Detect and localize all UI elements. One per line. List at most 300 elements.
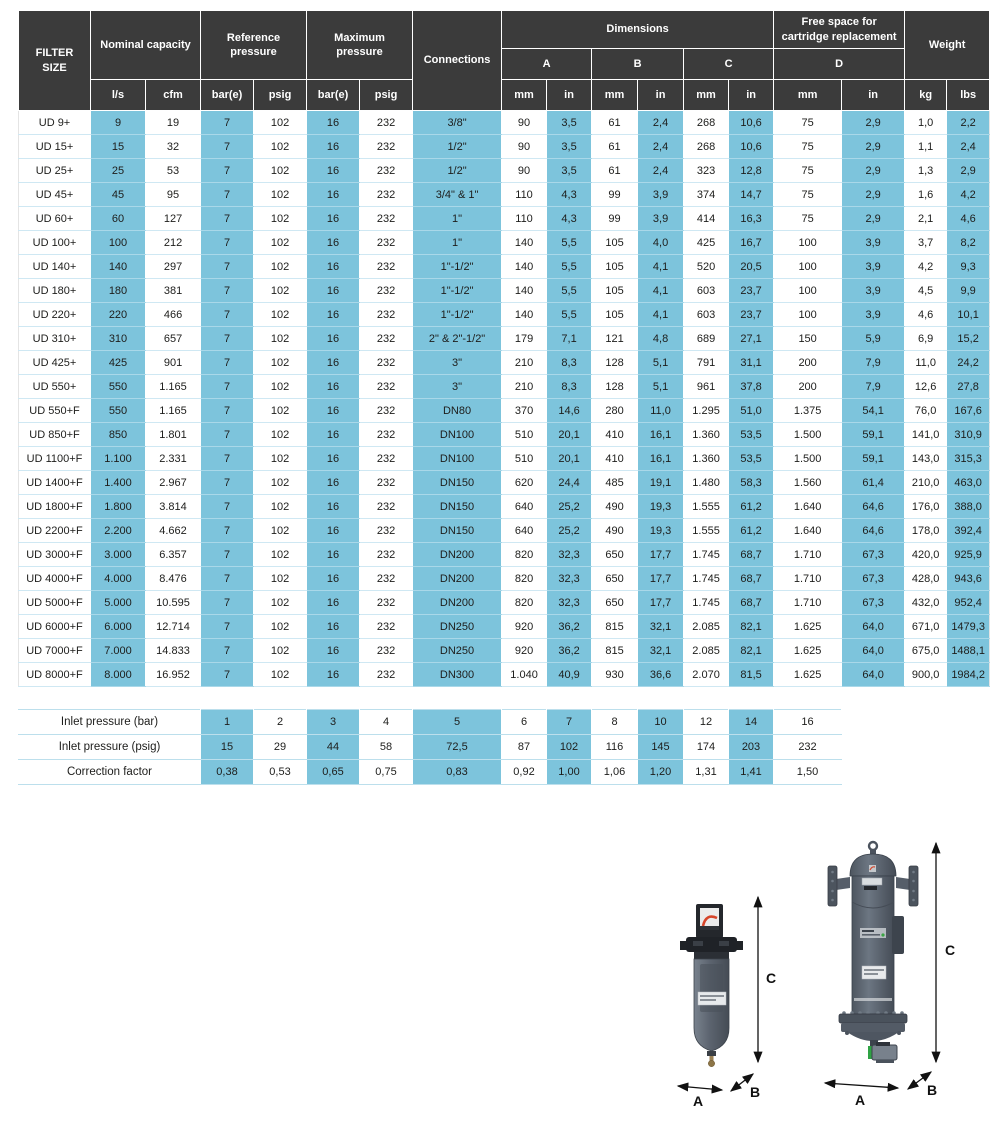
spec-value-cell: 1.360 xyxy=(684,447,729,471)
spec-value-cell: 36,6 xyxy=(638,663,684,687)
correction-value-cell: 1,00 xyxy=(547,760,592,785)
spec-value-cell: 3,9 xyxy=(842,303,905,327)
spec-value-cell: 4,1 xyxy=(638,255,684,279)
spec-value-cell: 4,2 xyxy=(905,255,947,279)
spec-value-cell: 140 xyxy=(502,279,547,303)
col-header-nominal-capacity: Nominal capacity xyxy=(91,11,201,80)
spec-value-cell: 64,0 xyxy=(842,639,905,663)
spec-value-cell: 7 xyxy=(201,279,254,303)
spec-value-cell: 2,4 xyxy=(638,159,684,183)
spec-table-row xyxy=(19,447,990,471)
spec-value-cell: 7 xyxy=(201,255,254,279)
correction-value-cell: 0,83 xyxy=(413,760,502,785)
spec-value-cell: 952,4 xyxy=(947,591,990,615)
spec-value-cell: 5,1 xyxy=(638,351,684,375)
spec-value-cell: 16 xyxy=(307,375,360,399)
spec-value-cell: 61,2 xyxy=(729,519,774,543)
dimension-label-b-large: B xyxy=(927,1082,938,1098)
spec-value-cell: 27,1 xyxy=(729,327,774,351)
correction-value-cell: 5 xyxy=(413,710,502,735)
spec-value-cell: 68,7 xyxy=(729,591,774,615)
spec-value-cell: 7,9 xyxy=(842,351,905,375)
spec-value-cell: 64,0 xyxy=(842,663,905,687)
spec-value-cell: 100 xyxy=(91,231,146,255)
spec-value-cell: 20,1 xyxy=(547,447,592,471)
spec-value-cell: 620 xyxy=(502,471,547,495)
spec-value-cell: 24,4 xyxy=(547,471,592,495)
spec-value-cell: 2,1 xyxy=(905,207,947,231)
spec-value-cell: 1984,2 xyxy=(947,663,990,687)
spec-value-cell: 232 xyxy=(360,135,413,159)
spec-value-cell: 1.625 xyxy=(774,663,842,687)
spec-value-cell: 3,9 xyxy=(842,255,905,279)
spec-value-cell: 3,9 xyxy=(842,279,905,303)
spec-value-cell: 141,0 xyxy=(905,423,947,447)
spec-value-cell: 1.500 xyxy=(774,447,842,471)
spec-table-row xyxy=(19,423,990,447)
spec-value-cell: 59,1 xyxy=(842,447,905,471)
spec-value-cell: 16 xyxy=(307,231,360,255)
spec-value-cell: 140 xyxy=(502,303,547,327)
spec-value-cell: 16.952 xyxy=(146,663,201,687)
spec-value-cell: 232 xyxy=(360,327,413,351)
correction-value-cell: 7 xyxy=(547,710,592,735)
spec-value-cell: 3,7 xyxy=(905,231,947,255)
spec-value-cell: 370 xyxy=(502,399,547,423)
spec-value-cell: 5,1 xyxy=(638,375,684,399)
spec-table-row xyxy=(19,519,990,543)
spec-value-cell: 7 xyxy=(201,327,254,351)
spec-value-cell: 1.555 xyxy=(684,519,729,543)
spec-value-cell: 901 xyxy=(146,351,201,375)
spec-value-cell: 102 xyxy=(254,471,307,495)
filter-size-cell: UD 7000+F xyxy=(19,639,91,663)
spec-value-cell: 3/8" xyxy=(413,111,502,135)
spec-value-cell: 657 xyxy=(146,327,201,351)
spec-value-cell: 16,1 xyxy=(638,447,684,471)
spec-value-cell: 14,7 xyxy=(729,183,774,207)
spec-value-cell: 815 xyxy=(592,615,638,639)
spec-value-cell: 4.662 xyxy=(146,519,201,543)
spec-value-cell: 463,0 xyxy=(947,471,990,495)
spec-value-cell: 920 xyxy=(502,615,547,639)
spec-value-cell: 64,6 xyxy=(842,519,905,543)
correction-value-cell: 0,38 xyxy=(201,760,254,785)
spec-value-cell: 2,9 xyxy=(842,111,905,135)
spec-value-cell: 5,5 xyxy=(547,279,592,303)
spec-value-cell: 8.476 xyxy=(146,567,201,591)
spec-value-cell: DN200 xyxy=(413,567,502,591)
spec-value-cell: 9,3 xyxy=(947,255,990,279)
spec-value-cell: 102 xyxy=(254,351,307,375)
spec-value-cell: 102 xyxy=(254,135,307,159)
spec-value-cell: 420,0 xyxy=(905,543,947,567)
spec-table-body xyxy=(19,111,990,687)
filter-size-cell: UD 4000+F xyxy=(19,567,91,591)
spec-value-cell: 671,0 xyxy=(905,615,947,639)
spec-value-cell: 19,1 xyxy=(638,471,684,495)
filter-size-cell: UD 60+ xyxy=(19,207,91,231)
spec-table-row xyxy=(19,639,990,663)
spec-value-cell: 310,9 xyxy=(947,423,990,447)
spec-value-cell: 1"-1/2" xyxy=(413,303,502,327)
correction-value-cell: 4 xyxy=(360,710,413,735)
spec-table-row xyxy=(19,375,990,399)
spec-value-cell: 232 xyxy=(360,279,413,303)
spec-value-cell: 140 xyxy=(502,231,547,255)
spec-value-cell: 7 xyxy=(201,543,254,567)
spec-value-cell: 61 xyxy=(592,135,638,159)
correction-value-cell: 2 xyxy=(254,710,307,735)
spec-value-cell: 110 xyxy=(502,183,547,207)
spec-value-cell: 67,3 xyxy=(842,591,905,615)
filter-size-cell: UD 15+ xyxy=(19,135,91,159)
spec-value-cell: 4,5 xyxy=(905,279,947,303)
correction-value-cell: 16 xyxy=(774,710,842,735)
correction-value-cell: 29 xyxy=(254,735,307,760)
col-header-maximum-pressure: Maximum pressure xyxy=(307,11,413,80)
spec-value-cell: DN200 xyxy=(413,543,502,567)
spec-value-cell: 32 xyxy=(146,135,201,159)
spec-value-cell: DN100 xyxy=(413,423,502,447)
correction-value-cell: 58 xyxy=(360,735,413,760)
spec-value-cell: 128 xyxy=(592,375,638,399)
spec-value-cell: 25 xyxy=(91,159,146,183)
spec-value-cell: 490 xyxy=(592,519,638,543)
filter-size-cell: UD 5000+F xyxy=(19,591,91,615)
spec-value-cell: 5.000 xyxy=(91,591,146,615)
spec-value-cell: 820 xyxy=(502,543,547,567)
spec-value-cell: 100 xyxy=(774,231,842,255)
spec-value-cell: 4,2 xyxy=(947,183,990,207)
col-header-connections: Connections xyxy=(413,11,502,111)
spec-value-cell: 9 xyxy=(91,111,146,135)
spec-table-row xyxy=(19,471,990,495)
spec-value-cell: 16 xyxy=(307,207,360,231)
spec-value-cell: 16 xyxy=(307,471,360,495)
spec-value-cell: 7 xyxy=(201,231,254,255)
spec-value-cell: 5,9 xyxy=(842,327,905,351)
spec-table-row xyxy=(19,663,990,687)
spec-value-cell: 16 xyxy=(307,135,360,159)
spec-value-cell: 16,3 xyxy=(729,207,774,231)
spec-value-cell: 64,6 xyxy=(842,495,905,519)
spec-value-cell: 16 xyxy=(307,279,360,303)
spec-value-cell: 1488,1 xyxy=(947,639,990,663)
spec-value-cell: 466 xyxy=(146,303,201,327)
filter-size-cell: UD 100+ xyxy=(19,231,91,255)
filter-size-cell: UD 850+F xyxy=(19,423,91,447)
filter-size-cell: UD 1100+F xyxy=(19,447,91,471)
spec-value-cell: 1.710 xyxy=(774,591,842,615)
spec-value-cell: 7 xyxy=(201,615,254,639)
spec-value-cell: 268 xyxy=(684,111,729,135)
spec-table-row xyxy=(19,303,990,327)
filter-size-cell: UD 8000+F xyxy=(19,663,91,687)
spec-value-cell: 12,8 xyxy=(729,159,774,183)
spec-value-cell: 16 xyxy=(307,183,360,207)
correction-value-cell: 1,06 xyxy=(592,760,638,785)
spec-value-cell: 232 xyxy=(360,423,413,447)
col-header-free-space: Free space for cartridge replacement xyxy=(774,11,905,49)
correction-row-label: Correction factor xyxy=(19,760,201,785)
spec-value-cell: 7,1 xyxy=(547,327,592,351)
spec-value-cell: 1.295 xyxy=(684,399,729,423)
spec-value-cell: 61,2 xyxy=(729,495,774,519)
spec-value-cell: 3,9 xyxy=(638,207,684,231)
spec-value-cell: 19 xyxy=(146,111,201,135)
spec-value-cell: 61 xyxy=(592,111,638,135)
spec-value-cell: 232 xyxy=(360,471,413,495)
spec-table-row xyxy=(19,399,990,423)
spec-value-cell: 1.500 xyxy=(774,423,842,447)
spec-value-cell: 4,3 xyxy=(547,207,592,231)
spec-value-cell: 550 xyxy=(91,375,146,399)
unit-header: kg xyxy=(905,80,947,111)
spec-value-cell: 23,7 xyxy=(729,303,774,327)
spec-value-cell: 232 xyxy=(360,567,413,591)
spec-value-cell: 1.400 xyxy=(91,471,146,495)
spec-value-cell: DN80 xyxy=(413,399,502,423)
unit-header: mm xyxy=(684,80,729,111)
spec-value-cell: 425 xyxy=(91,351,146,375)
spec-value-cell: 37,8 xyxy=(729,375,774,399)
spec-value-cell: 4,6 xyxy=(947,207,990,231)
spec-table-row xyxy=(19,279,990,303)
spec-value-cell: 17,7 xyxy=(638,591,684,615)
spec-value-cell: 232 xyxy=(360,639,413,663)
spec-value-cell: 53,5 xyxy=(729,423,774,447)
correction-value-cell: 44 xyxy=(307,735,360,760)
col-header-reference-pressure: Reference pressure xyxy=(201,11,307,80)
spec-value-cell: DN150 xyxy=(413,519,502,543)
col-header-dim-c: C xyxy=(684,49,774,80)
spec-value-cell: 16 xyxy=(307,255,360,279)
spec-value-cell: 388,0 xyxy=(947,495,990,519)
spec-value-cell: 127 xyxy=(146,207,201,231)
correction-value-cell: 8 xyxy=(592,710,638,735)
spec-value-cell: 1.480 xyxy=(684,471,729,495)
correction-value-cell: 0,75 xyxy=(360,760,413,785)
correction-value-cell: 6 xyxy=(502,710,547,735)
spec-value-cell: 54,1 xyxy=(842,399,905,423)
spec-value-cell: 14.833 xyxy=(146,639,201,663)
spec-value-cell: 81,5 xyxy=(729,663,774,687)
spec-value-cell: 32,3 xyxy=(547,591,592,615)
spec-value-cell: 7 xyxy=(201,567,254,591)
dim-arrow-a-small xyxy=(678,1086,722,1090)
unit-header: bar(e) xyxy=(307,80,360,111)
dimension-label-c-small: C xyxy=(766,970,777,986)
spec-value-cell: 99 xyxy=(592,207,638,231)
spec-value-cell: 232 xyxy=(360,207,413,231)
spec-value-cell: 6.000 xyxy=(91,615,146,639)
spec-value-cell: 61,4 xyxy=(842,471,905,495)
spec-value-cell: 140 xyxy=(502,255,547,279)
spec-value-cell: 414 xyxy=(684,207,729,231)
correction-table-body xyxy=(19,710,842,785)
spec-value-cell: 16 xyxy=(307,519,360,543)
spec-value-cell: 4.000 xyxy=(91,567,146,591)
filter-size-cell: UD 2200+F xyxy=(19,519,91,543)
product-dimension-diagram xyxy=(640,840,1006,1124)
spec-value-cell: 315,3 xyxy=(947,447,990,471)
filter-size-cell: UD 425+ xyxy=(19,351,91,375)
filter-size-cell: UD 550+ xyxy=(19,375,91,399)
correction-value-cell: 232 xyxy=(774,735,842,760)
spec-value-cell: 15 xyxy=(91,135,146,159)
spec-value-cell: 8.000 xyxy=(91,663,146,687)
spec-value-cell: 40,9 xyxy=(547,663,592,687)
filter-size-cell: UD 1800+F xyxy=(19,495,91,519)
spec-value-cell: 102 xyxy=(254,183,307,207)
spec-value-cell: 943,6 xyxy=(947,567,990,591)
spec-value-cell: 1/2" xyxy=(413,159,502,183)
col-header-dim-b: B xyxy=(592,49,684,80)
spec-value-cell: 6.357 xyxy=(146,543,201,567)
spec-value-cell: 17,7 xyxy=(638,543,684,567)
spec-value-cell: 1.640 xyxy=(774,519,842,543)
spec-value-cell: 128 xyxy=(592,351,638,375)
unit-header: in xyxy=(638,80,684,111)
spec-value-cell: 16 xyxy=(307,591,360,615)
unit-header: mm xyxy=(592,80,638,111)
unit-header: mm xyxy=(774,80,842,111)
dim-arrow-a-large xyxy=(825,1083,898,1088)
spec-value-cell: 1" xyxy=(413,231,502,255)
filter-size-cell: UD 45+ xyxy=(19,183,91,207)
spec-value-cell: 650 xyxy=(592,591,638,615)
spec-value-cell: 2,4 xyxy=(638,111,684,135)
spec-value-cell: 1.800 xyxy=(91,495,146,519)
spec-value-cell: 675,0 xyxy=(905,639,947,663)
spec-value-cell: 31,1 xyxy=(729,351,774,375)
spec-value-cell: 6,9 xyxy=(905,327,947,351)
spec-value-cell: 7 xyxy=(201,423,254,447)
correction-factor-table xyxy=(18,709,842,785)
spec-value-cell: 212 xyxy=(146,231,201,255)
spec-value-cell: 53,5 xyxy=(729,447,774,471)
spec-value-cell: 3.814 xyxy=(146,495,201,519)
spec-value-cell: 102 xyxy=(254,519,307,543)
spec-value-cell: 232 xyxy=(360,399,413,423)
spec-value-cell: 381 xyxy=(146,279,201,303)
spec-value-cell: 4,6 xyxy=(905,303,947,327)
spec-value-cell: 1.745 xyxy=(684,543,729,567)
spec-value-cell: 1.165 xyxy=(146,375,201,399)
spec-value-cell: 850 xyxy=(91,423,146,447)
spec-value-cell: 16 xyxy=(307,639,360,663)
spec-value-cell: 105 xyxy=(592,255,638,279)
spec-value-cell: 603 xyxy=(684,303,729,327)
correction-table-row xyxy=(19,760,842,785)
spec-value-cell: 16 xyxy=(307,615,360,639)
spec-value-cell: 232 xyxy=(360,663,413,687)
col-header-weight: Weight xyxy=(905,11,990,80)
spec-value-cell: 61 xyxy=(592,159,638,183)
spec-value-cell: 2.200 xyxy=(91,519,146,543)
spec-table-row xyxy=(19,231,990,255)
spec-value-cell: 75 xyxy=(774,207,842,231)
spec-value-cell: 11,0 xyxy=(905,351,947,375)
spec-value-cell: 75 xyxy=(774,159,842,183)
spec-value-cell: 8,2 xyxy=(947,231,990,255)
unit-header: bar(e) xyxy=(201,80,254,111)
filter-size-cell: UD 25+ xyxy=(19,159,91,183)
spec-value-cell: 232 xyxy=(360,159,413,183)
spec-value-cell: 59,1 xyxy=(842,423,905,447)
spec-value-cell: 232 xyxy=(360,255,413,279)
spec-value-cell: 510 xyxy=(502,423,547,447)
spec-value-cell: 100 xyxy=(774,303,842,327)
spec-value-cell: 11,0 xyxy=(638,399,684,423)
spec-value-cell: 19,3 xyxy=(638,519,684,543)
filter-size-cell: UD 140+ xyxy=(19,255,91,279)
spec-value-cell: 67,3 xyxy=(842,543,905,567)
spec-value-cell: 143,0 xyxy=(905,447,947,471)
spec-table-row xyxy=(19,207,990,231)
spec-value-cell: 16 xyxy=(307,495,360,519)
spec-value-cell: 102 xyxy=(254,495,307,519)
correction-value-cell: 15 xyxy=(201,735,254,760)
spec-value-cell: 102 xyxy=(254,207,307,231)
spec-value-cell: 232 xyxy=(360,519,413,543)
spec-value-cell: 16,1 xyxy=(638,423,684,447)
filter-size-cell: UD 180+ xyxy=(19,279,91,303)
correction-value-cell: 0,53 xyxy=(254,760,307,785)
spec-value-cell: 640 xyxy=(502,519,547,543)
spec-value-cell: 20,1 xyxy=(547,423,592,447)
spec-value-cell: 297 xyxy=(146,255,201,279)
spec-value-cell: 16 xyxy=(307,351,360,375)
spec-table-row xyxy=(19,543,990,567)
spec-value-cell: 180 xyxy=(91,279,146,303)
spec-value-cell: DN250 xyxy=(413,639,502,663)
spec-value-cell: 102 xyxy=(254,255,307,279)
correction-row-label: Inlet pressure (psig) xyxy=(19,735,201,760)
spec-value-cell: 16 xyxy=(307,399,360,423)
unit-header: psig xyxy=(254,80,307,111)
spec-value-cell: 4,1 xyxy=(638,279,684,303)
spec-value-cell: 2,4 xyxy=(947,135,990,159)
spec-value-cell: 105 xyxy=(592,303,638,327)
spec-value-cell: 102 xyxy=(254,231,307,255)
spec-value-cell: 268 xyxy=(684,135,729,159)
spec-value-cell: 3" xyxy=(413,375,502,399)
spec-value-cell: 102 xyxy=(254,279,307,303)
spec-table-row xyxy=(19,111,990,135)
spec-value-cell: 100 xyxy=(774,255,842,279)
spec-value-cell: 7 xyxy=(201,159,254,183)
spec-value-cell: 5,5 xyxy=(547,303,592,327)
dimension-label-a-large: A xyxy=(855,1092,866,1108)
spec-value-cell: 7 xyxy=(201,519,254,543)
spec-value-cell: 2.070 xyxy=(684,663,729,687)
filter-size-cell: UD 220+ xyxy=(19,303,91,327)
spec-value-cell: 1.560 xyxy=(774,471,842,495)
spec-value-cell: 102 xyxy=(254,543,307,567)
unit-header: cfm xyxy=(146,80,201,111)
spec-value-cell: 32,3 xyxy=(547,543,592,567)
unit-header: in xyxy=(547,80,592,111)
spec-value-cell: 1.375 xyxy=(774,399,842,423)
spec-value-cell: 520 xyxy=(684,255,729,279)
spec-value-cell: 410 xyxy=(592,447,638,471)
correction-value-cell: 14 xyxy=(729,710,774,735)
spec-value-cell: 12.714 xyxy=(146,615,201,639)
spec-value-cell: 1479,3 xyxy=(947,615,990,639)
spec-value-cell: 15,2 xyxy=(947,327,990,351)
